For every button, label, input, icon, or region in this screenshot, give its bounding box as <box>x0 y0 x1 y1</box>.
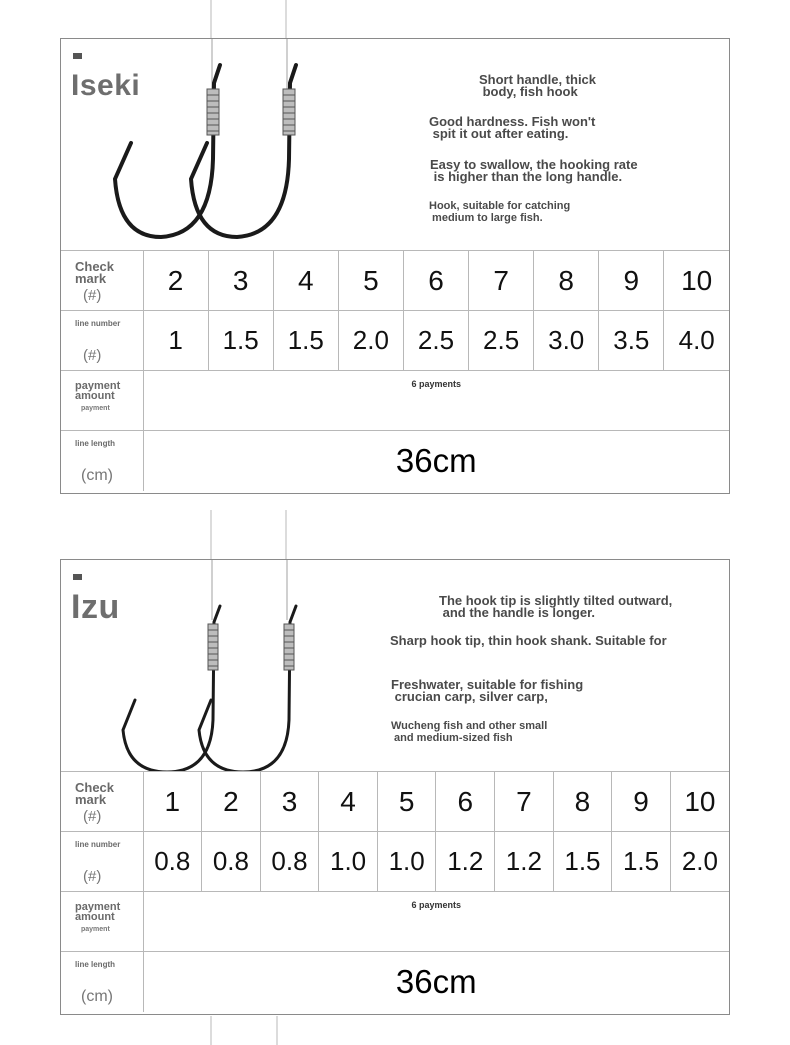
label-text: payment amount <box>75 380 121 402</box>
line-number-cell: 0.8 <box>143 832 202 892</box>
check-mark-cell: 5 <box>377 772 436 832</box>
check-mark-cell: 6 <box>403 251 468 311</box>
fish-hook-icon <box>101 39 341 250</box>
check-mark-cell: 3 <box>208 251 273 311</box>
spec-table <box>61 771 729 1012</box>
check-mark-cell: 7 <box>469 251 534 311</box>
payment-cell <box>143 892 729 952</box>
corner-mark-icon <box>73 574 82 580</box>
line-number-cell: 1.0 <box>319 832 378 892</box>
sub-label-text: payment <box>81 405 110 412</box>
unit-text: (#) <box>83 808 102 825</box>
line-number-cell: 4.0 <box>664 311 729 371</box>
table-row <box>61 952 729 1012</box>
label-text: line length <box>75 960 115 969</box>
table-row <box>61 892 729 952</box>
length-cell <box>143 952 729 1012</box>
line-number-cell: 1.5 <box>553 832 612 892</box>
line-number-cell: 1.0 <box>377 832 436 892</box>
check-mark-cell: 4 <box>319 772 378 832</box>
fish-hook-icon <box>101 560 341 771</box>
row-label-line-number <box>61 311 143 371</box>
line-number-cell: 2.5 <box>469 311 534 371</box>
row-label-line-length <box>61 431 143 491</box>
check-mark-cell: 8 <box>534 251 599 311</box>
unit-text: (cm) <box>81 988 113 1005</box>
check-mark-cell: 6 <box>436 772 495 832</box>
brand-title: Izu <box>71 588 120 626</box>
table-row <box>61 251 729 311</box>
payment-cell <box>143 371 729 431</box>
length-cell <box>143 431 729 491</box>
line-number-cell: 1.2 <box>495 832 554 892</box>
row-label-line-length <box>61 952 143 1012</box>
check-mark-cell: 2 <box>202 772 261 832</box>
line-number-cell: 3.0 <box>534 311 599 371</box>
fishing-line-decoration <box>210 1016 212 1045</box>
check-mark-cell: 7 <box>495 772 554 832</box>
feature-text: Freshwater, suitable for fishing crucian carp, silver carp, <box>391 677 584 704</box>
product-card-iseki <box>60 38 730 494</box>
payment-value: 6 payments <box>411 379 462 389</box>
row-label-check-mark <box>61 251 143 311</box>
table-row <box>61 431 729 491</box>
label-text: payment amount <box>75 901 121 923</box>
feature-text: Sharp hook tip, thin hook shank. Suitable for <box>390 633 667 648</box>
feature-text: Wucheng fish and other small and medium-sized fish <box>391 720 548 744</box>
fishing-line-decoration <box>210 0 212 40</box>
check-mark-cell: 4 <box>273 251 338 311</box>
check-mark-cell: 10 <box>670 772 729 832</box>
line-number-cell: 2.5 <box>403 311 468 371</box>
unit-text: (#) <box>83 868 102 885</box>
check-mark-cell: 8 <box>553 772 612 832</box>
sub-label-text: payment <box>81 926 110 933</box>
line-number-cell: 1 <box>143 311 208 371</box>
label-text: Check mark <box>75 259 115 286</box>
check-mark-cell: 10 <box>664 251 729 311</box>
product-header <box>61 39 729 251</box>
unit-text: (#) <box>83 347 102 364</box>
check-mark-cell: 9 <box>612 772 671 832</box>
product-header <box>61 560 729 772</box>
row-label-check-mark <box>61 772 143 832</box>
check-mark-cell: 5 <box>338 251 403 311</box>
feature-text: Good hardness. Fish won't spit it out after eating. <box>429 114 596 141</box>
table-row <box>61 371 729 431</box>
label-text: Check mark <box>75 780 115 807</box>
check-mark-cell: 9 <box>599 251 664 311</box>
feature-text: The hook tip is slightly tilted outward, and the handle is longer. <box>439 593 673 620</box>
feature-text: Easy to swallow, the hooking rate is higher than the long handle. <box>430 157 638 184</box>
table-row <box>61 772 729 832</box>
label-text: line length <box>75 439 115 448</box>
length-value: 36cm <box>395 441 477 479</box>
fishing-line-decoration <box>276 1016 278 1045</box>
unit-text: (#) <box>83 287 102 304</box>
line-number-cell: 1.5 <box>208 311 273 371</box>
row-label-payment <box>61 371 143 431</box>
row-label-payment <box>61 892 143 952</box>
line-number-cell: 0.8 <box>202 832 261 892</box>
row-label-line-number <box>61 832 143 892</box>
fishing-line-decoration <box>285 510 287 560</box>
product-card-izu <box>60 559 730 1015</box>
line-number-cell: 1.5 <box>612 832 671 892</box>
label-text: line number <box>75 840 121 849</box>
fishing-line-decoration <box>210 510 212 560</box>
check-mark-cell: 1 <box>143 772 202 832</box>
line-number-cell: 3.5 <box>599 311 664 371</box>
line-number-cell: 0.8 <box>260 832 319 892</box>
feature-text: Short handle, thick body, fish hook <box>479 72 597 99</box>
payment-value: 6 payments <box>411 900 462 910</box>
brand-title: Iseki <box>71 69 141 102</box>
check-mark-cell: 3 <box>260 772 319 832</box>
table-row <box>61 832 729 892</box>
unit-text: (cm) <box>81 467 113 484</box>
table-row <box>61 311 729 371</box>
feature-text: Hook, suitable for catching medium to large fish. <box>429 200 571 224</box>
corner-mark-icon <box>73 53 82 59</box>
check-mark-cell: 2 <box>143 251 208 311</box>
length-value: 36cm <box>395 962 477 1000</box>
line-number-cell: 1.2 <box>436 832 495 892</box>
line-number-cell: 2.0 <box>670 832 729 892</box>
fishing-line-decoration <box>285 0 287 40</box>
spec-table <box>61 250 729 491</box>
line-number-cell: 2.0 <box>338 311 403 371</box>
line-number-cell: 1.5 <box>273 311 338 371</box>
label-text: line number <box>75 319 121 328</box>
